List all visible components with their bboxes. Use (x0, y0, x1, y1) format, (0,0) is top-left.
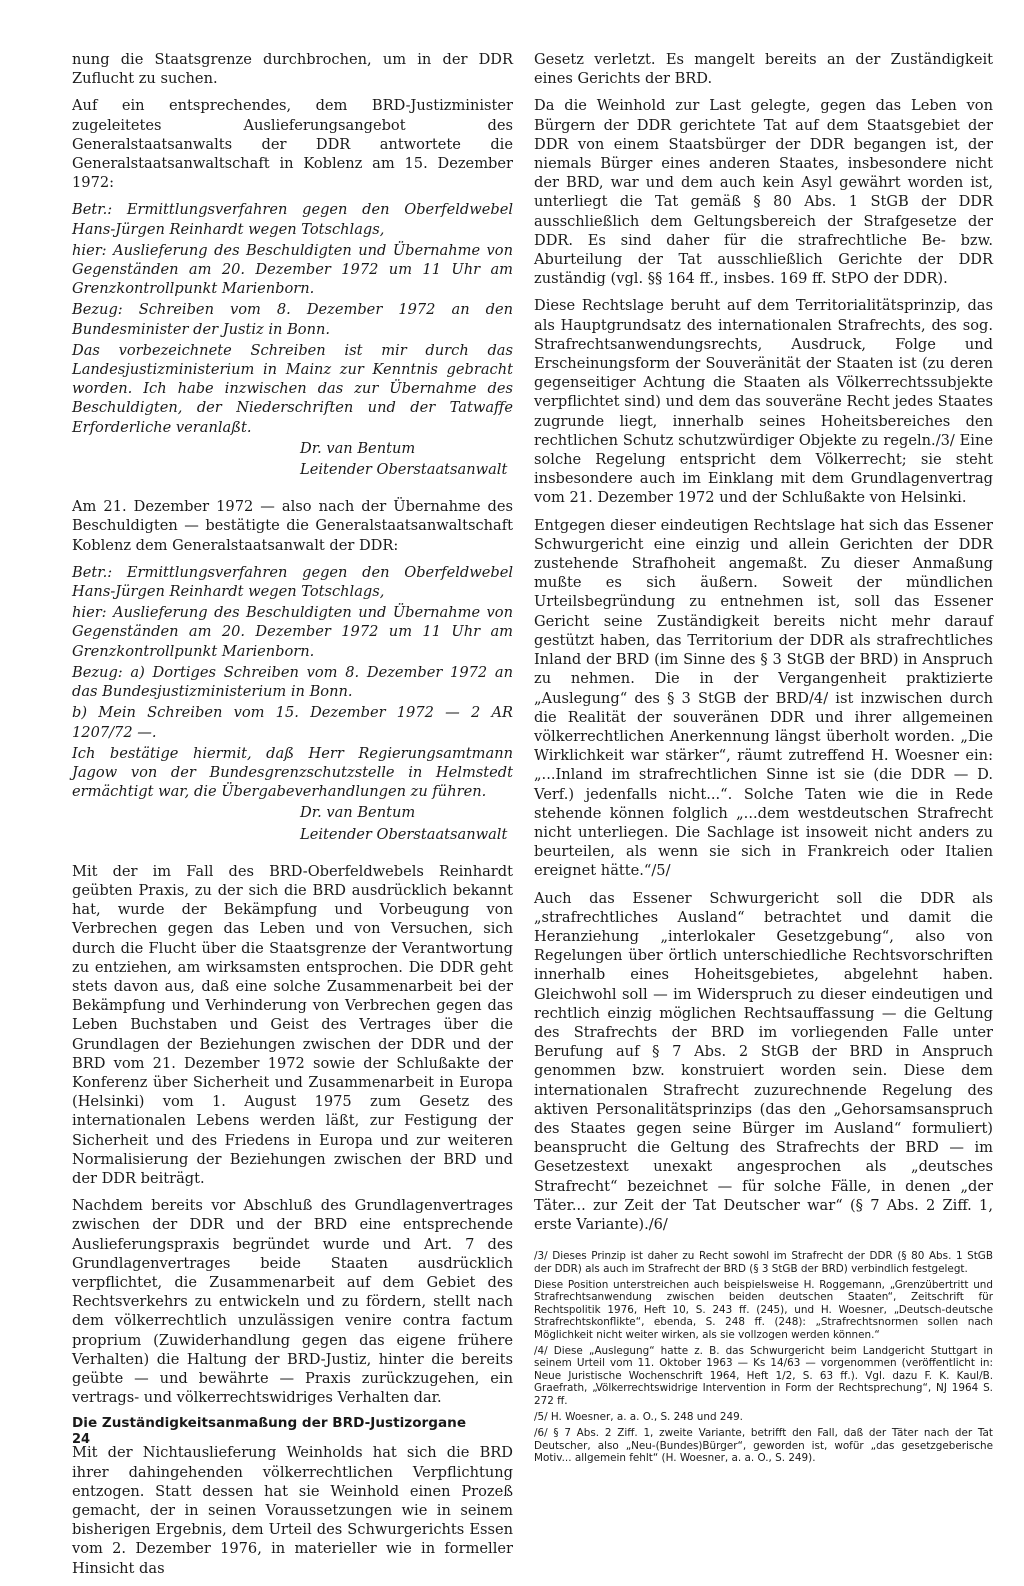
footnote: /6/ § 7 Abs. 2 Ziff. 1, zweite Variante, betrifft den Fall, daß der Täter nach der Tat Deutscher, also „Neu-(Bundes)Bürger“, geworden ist, wofür „das gesetzgeberische Motiv... allgemein fehlt“ (H. Woesner, a. a. O., S. 249). (534, 1427, 993, 1465)
paragraph: nung die Staatsgrenze durchbrochen, um in der DDR Zuflucht zu suchen. (72, 51, 513, 88)
quoted-letter-line: hier: Auslieferung des Beschuldigten und Übernahme von Gegenständen am 20. Dezember 1972 um 11 Uhr am Grenzkontrollpunkt Marienborn. (72, 241, 513, 298)
quoted-letter-line: Betr.: Ermittlungsverfahren gegen den Oberfeldwebel Hans-Jürgen Reinhardt wegen Totschlags, (72, 201, 513, 238)
signature-line: Leitender Oberstaatsanwalt (300, 461, 508, 479)
page-number: 24 (72, 1432, 91, 1447)
paragraph: Auf ein entsprechendes, dem BRD-Justizminister zugeleitetes Auslieferungsangebot des Generalstaatsanwalts der DDR antwortete die Generalstaatsanwaltschaft in Koblenz am 15. Dezember 1972: (72, 97, 513, 192)
footnote: /4/ Diese „Auslegung“ hatte z. B. das Schwurgericht beim Landgericht Stuttgart in seinem Urteil vom 11. Oktober 1963 — Ks 14/63 — vorgenommen (veröffentlicht in: Neue Juristische Wochenschrift 1964, Heft 1/2, S. 63 ff.). Vgl. dazu F. K. Kaul/B. Graefrath, „Völkerrechtswidrige Intervention in Form der Rechtsprechung“, NJ 1964 S. 272 ff. (534, 1345, 993, 1407)
quoted-letter-line: Betr.: Ermittlungsverfahren gegen den Oberfeldwebel Hans-Jürgen Reinhardt wegen Totschlags, (72, 563, 513, 601)
signature-line: Dr. van Bentum (300, 439, 416, 457)
paragraph: Gesetz verletzt. Es mangelt bereits an der Zuständigkeit eines Gerichts der BRD. (534, 51, 993, 88)
paragraph: Mit der im Fall des BRD-Oberfeldwebels Reinhardt geübten Praxis, zu der sich die BRD ausdrücklich bekannt hat, wurde der Bekämpfung und Vorbeugung von Verbrechen gegen das Leben und von Versuchen, sich durch die Flucht über die Staatsgrenze der Verantwortung zu entziehen, am wirksamsten entsprochen. Die DDR geht stets davon aus, daß eine solche Zusammenarbeit bei der Bekämpfung und Verhinderung von Verbrechen gegen das Leben Buchstaben und Geist des Vertrages über die Grundlagen der Beziehungen zwischen der DDR und der BRD vom 21. Dezember 1972 sowie der Schlußakte der Konferenz über Sicherheit und Zusammenarbeit in Europa (Helsinki) vom 1. August 1975 zum Gesetz des internationalen Lebens werden läßt, zur Festigung der Sicherheit und des Friedens in Europa und zur weiteren Normalisierung der Beziehungen zwischen der BRD und der DDR beiträgt. (72, 862, 513, 1187)
paragraph: Diese Rechtslage beruht auf dem Territorialitätsprinzip, das als Hauptgrundsatz des internationalen Strafrechts, des sog. Strafrechtsanwendungsrechts, Ausdruck, Folge und Erscheinungsform der Souveränität der Staaten ist (zu deren gegenseitiger Achtung die Staaten als Völkerrechtssubjekte verpflichtet sind) und dem das souveräne Recht jedes Staates zugrunde liegt, innerhalb seines Hoheitsbereiches den rechtlichen Schutz schutzwürdiger Objekte zu regeln./3/ Eine solche Regelung entspricht dem Völkerrecht; sie steht insbesondere auch im Einklang mit dem Grundlagenvertrag vom 21. Dezember 1972 und der Schlußakte von Helsinki. (534, 297, 993, 507)
signature-line: Leitender Oberstaatsanwalt (300, 825, 508, 843)
right-column (534, 50, 993, 1469)
paragraph: Nachdem bereits vor Abschluß des Grundlagenvertrages zwischen der DDR und der BRD eine entsprechende Auslieferungspraxis begründet wurde und Art. 7 des Grundlagenvertrages beide Staaten ausdrücklich verpflichtet, die Zusammenarbeit auf dem Gebiet des Rechtsverkehrs zu entwickeln und zu fördern, stellt nach dem völkerrechtlich unzulässigen venire contra factum proprium (Zuwiderhandlung gegen das eigene frühere Verhalten) die Haltung der BRD-Justiz, hinter die bereits geübte — und bewährte — Praxis zurückzugehen, ein vertrags- und völkerrechtswidriges Verhalten dar. (72, 1197, 513, 1407)
paragraph: Auch das Essener Schwurgericht soll die DDR als „strafrechtliches Ausland“ betrachtet und damit die Heranziehung „interlokaler Gesetzgebung“, also von Regelungen über örtlich unterschiedliche Rechtsvorschriften innerhalb eines Hoheitsgebietes, abgelehnt haben. Gleichwohl soll — im Widerspruch zu dieser eindeutigen und rechtlich einzig möglichen Rechtsauffassung — die Geltung des Strafrechts der BRD im vorliegenden Falle unter Berufung auf § 7 Abs. 2 StGB der BRD in Anspruch genommen bzw. konstruiert worden sein. Diese dem internationalen Strafrecht zuzurechnende Regelung des aktiven Personalitätsprinzips (das den „Gehorsamsanspruch des Staates gegen seine Bürger im Ausland“ formuliert) beansprucht die Geltung des Strafrechts der BRD — im Gesetzestext unexakt angesprochen als „deutsches Strafrecht“ bezeichnet — für solche Fälle, in denen „der Täter... zur Zeit der Tat Deutscher war“ (§ 7 Abs. 2 Ziff. 1, erste Variante)./6/ (534, 889, 993, 1233)
paragraph: Am 21. Dezember 1972 — also nach der Übernahme des Beschuldigten — bestätigte die Generalstaatsanwaltschaft Koblenz dem Generalstaatsanwalt der DDR: (72, 498, 513, 554)
quoted-letter-line: b) Mein Schreiben vom 15. Dezember 1972 — 2 AR 1207/72 —. (72, 704, 513, 741)
footnote: /5/ H. Woesner, a. a. O., S. 248 und 249. (534, 1411, 743, 1424)
quoted-letter-line: Ich bestätige hiermit, daß Herr Regierungsamtmann Jagow von der Bundesgrenzschutzstelle in Helmstedt ermächtigt war, die Übergabeverhandlungen zu führen. (72, 744, 513, 801)
paragraph: Mit der Nichtauslieferung Weinholds hat sich die BRD ihrer dahingehenden völkerrechtlichen Verpflichtung entzogen. Statt dessen hat sie Weinhold einen Prozeß gemacht, der in seinen Voraussetzungen wie in seinem bisherigen Ergebnis, dem Urteil des Schwurgerichts Essen vom 2. Dezember 1976, in materieller wie in formeller Hinsicht das (72, 1444, 513, 1577)
quoted-letter-line: Bezug: Schreiben vom 8. Dezember 1972 an den Bundesminister der Justiz in Bonn. (72, 301, 513, 338)
paragraph: Entgegen dieser eindeutigen Rechtslage hat sich das Essener Schwurgericht eine einzig und allein Gerichten der DDR zustehende Strafhoheit angemaßt. Zu dieser Anmaßung mußte es sich äußern. Soweit der mündlichen Urteilsbegründung zu entnehmen ist, soll das Essener Gericht seine Zuständigkeit bereits nicht mehr darauf gestützt haben, das Territorium der DDR als strafrechtliches Inland der BRD (im Sinne des § 3 StGB der BRD) in Anspruch zu nehmen. Die in der Vergangenheit praktizierte „Auslegung“ des § 3 StGB der BRD/4/ ist inzwischen durch die Realität der souveränen DDR und ihrer allgemeinen völkerrechtlichen Anerkennung längst überholt worden. „Die Wirklichkeit war stärker“, räumt zutreffend H. Woesner ein: „...Inland im strafrechtlichen Sinne ist sie (die DDR — D. Verf.) jedenfalls nicht...“. Solche Taten wie die in Rede stehende können folglich „...dem westdeutschen Strafrecht nicht unterliegen. Die Sachlage ist insoweit nicht anders zu beurteilen, als wenn sie sich in Frankreich oder Italien ereignet hätte.“/5/ (534, 516, 993, 880)
section-heading: Die Zuständigkeitsanmaßung der BRD-Justizorgane (72, 1415, 467, 1432)
footnotes (534, 1250, 993, 1465)
quoted-letter-line: Bezug: a) Dortiges Schreiben vom 8. Dezember 1972 an das Bundesjustizministerium in Bonn. (72, 663, 513, 701)
left-column (72, 50, 513, 1586)
quoted-letter-line: Das vorbezeichnete Schreiben ist mir durch das Landesjustizministerium in Mainz zur Kenntnis gebracht worden. Ich habe inzwischen das zur Übernahme des Beschuldigten, der Niederschriften und der Tatwaffe Erforderliche veranlaßt. (72, 341, 513, 436)
signature-line: Dr. van Bentum (300, 804, 416, 822)
quoted-letter-line: hier: Auslieferung des Beschuldigten und Übernahme von Gegenständen am 20. Dezember 1972 um 11 Uhr am Grenzkontrollpunkt Marienborn. (72, 604, 513, 660)
footnote: /3/ Dieses Prinzip ist daher zu Recht sowohl im Strafrecht der DDR (§ 80 Abs. 1 StGB der DDR) als auch im Strafrecht der BRD (§ 3 StGB der BRD) verbindlich festgelegt. (534, 1250, 993, 1275)
footnote: Diese Position unterstreichen auch beispielsweise H. Roggemann, „Grenzübertritt und Strafrechtsanwendung zwischen beiden deutschen Staaten“, Zeitschrift für Rechtspolitik 1976, Heft 10, S. 243 ff. (245), und H. Woesner, „Deutsch-deutsche Strafrechtskonflikte“, ebenda, S. 248 ff. (248): „Strafrechtsnormen sollen nach Möglichkeit nicht weiter wirken, als sie vollzogen werden können.“ (534, 1279, 993, 1341)
paragraph: Da die Weinhold zur Last gelegte, gegen das Leben von Bürgern der DDR gerichtete Tat auf dem Staatsgebiet der DDR von einem Staatsbürger der DDR begangen ist, der niemals Bürger eines anderen Staates, insbesondere nicht der BRD, war und dem auch kein Asyl gewährt worden ist, unterliegt die Tat gemäß § 80 Abs. 1 StGB der DDR ausschließlich dem Geltungsbereich der Strafgesetze der DDR. Es sind daher für die strafrechtliche Be- bzw. Aburteilung der Tat ausschließlich Gerichte der DDR zuständig (vgl. §§ 164 ff., insbes. 169 ff. StPO der DDR). (534, 97, 993, 288)
